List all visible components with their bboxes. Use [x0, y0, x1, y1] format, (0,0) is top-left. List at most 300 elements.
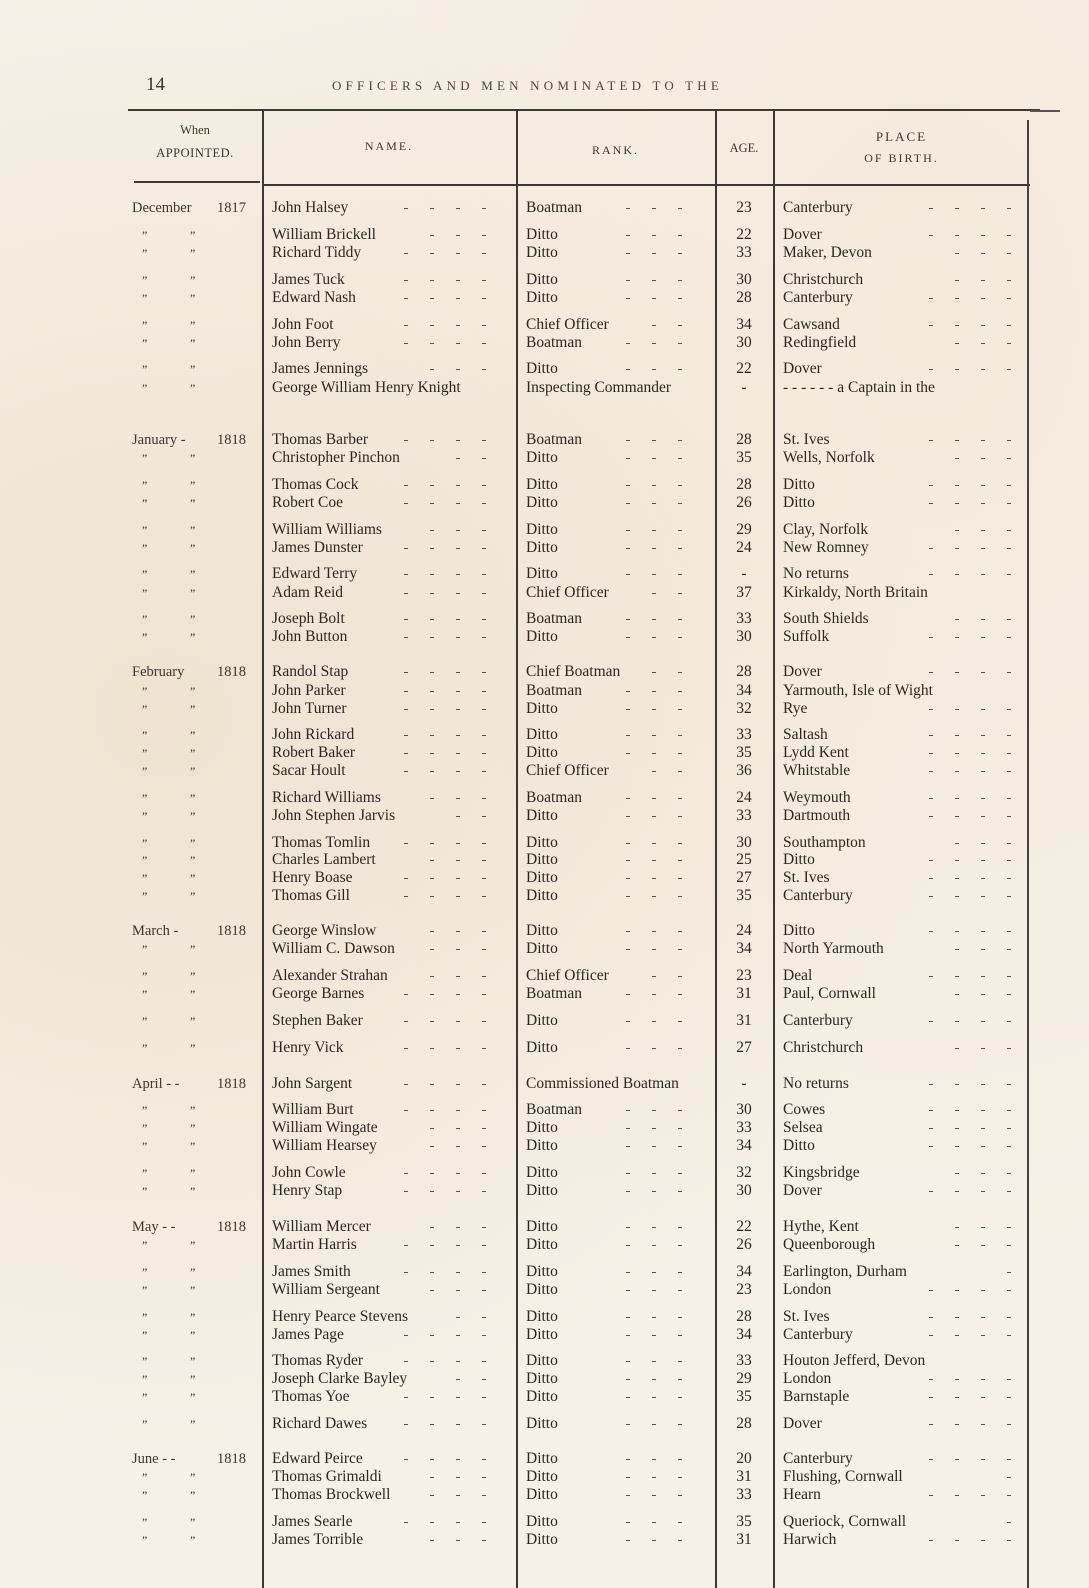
place-of-birth-cell — [783, 1012, 1033, 1030]
rank: Boatman — [526, 1101, 582, 1118]
ditto-mark: ” — [190, 451, 196, 465]
age-cell: 35 — [736, 887, 752, 904]
ditto-mark: ” — [190, 1184, 196, 1198]
leader-dots — [430, 967, 508, 985]
place-of-birth: Canterbury — [783, 1012, 853, 1029]
column-header-age: AGE. — [729, 141, 759, 155]
leader-dots — [430, 789, 508, 807]
person-name: John Stephen Jarvis — [272, 807, 396, 824]
rank-cell — [526, 922, 704, 940]
leader-dots — [929, 539, 1033, 557]
place-of-birth-cell — [783, 1182, 1033, 1200]
age-cell: 29 — [736, 1370, 752, 1387]
leader-dots — [404, 494, 508, 512]
place-of-birth: No returns — [783, 565, 849, 582]
leader-dots — [1007, 1513, 1033, 1531]
leader-dots — [430, 1281, 508, 1299]
leader-dots — [404, 476, 508, 494]
age-cell: 36 — [736, 762, 752, 779]
place-of-birth: Dover — [783, 226, 822, 243]
person-name: William Sergeant — [272, 1281, 380, 1298]
column-header-rank: RANK. — [591, 143, 639, 157]
table-row — [128, 476, 1040, 494]
age-cell: 20 — [736, 1450, 752, 1467]
leader-dots — [626, 1468, 704, 1486]
leader-dots — [626, 628, 704, 646]
rank-cell — [526, 1164, 704, 1182]
leader-dots — [404, 584, 508, 602]
rank-cell — [526, 334, 704, 352]
leader-dots — [626, 682, 704, 700]
ditto-mark: ” — [142, 1372, 148, 1386]
person-name: John Halsey — [272, 199, 349, 216]
leader-dots — [626, 334, 704, 352]
age-cell: 32 — [736, 1164, 752, 1181]
leader-dots — [626, 1101, 704, 1119]
leader-dots — [626, 744, 704, 762]
place-of-birth-cell — [783, 1450, 1033, 1468]
person-name: William Hearsey — [272, 1137, 377, 1154]
leader-dots — [929, 476, 1033, 494]
name-cell — [272, 1039, 508, 1057]
rank: Ditto — [526, 940, 558, 957]
rank-cell — [526, 762, 704, 780]
person-name: Thomas Barber — [272, 431, 368, 448]
leader-dots — [626, 1513, 704, 1531]
table-row — [128, 834, 1040, 852]
appointed-month: April - - — [132, 1076, 180, 1092]
leader-dots — [652, 584, 704, 602]
rank: Boatman — [526, 682, 582, 699]
person-name: James Torrible — [272, 1531, 364, 1548]
leader-dots — [626, 1012, 704, 1030]
person-name: William Williams — [272, 521, 382, 538]
place-of-birth: London — [783, 1281, 832, 1298]
age-cell: 24 — [736, 539, 752, 556]
rank-cell — [526, 1218, 704, 1236]
person-name: John Cowle — [272, 1164, 346, 1181]
rank-cell — [526, 1468, 704, 1486]
rank-cell — [526, 940, 704, 958]
ditto-mark: ” — [190, 1121, 196, 1135]
leader-dots — [626, 226, 704, 244]
age-cell: 30 — [736, 628, 752, 645]
leader-dots — [929, 1388, 1033, 1406]
leader-dots — [626, 887, 704, 905]
age-cell: 34 — [736, 316, 752, 333]
leader-dots — [404, 1101, 508, 1119]
appointed-year: 1817 — [217, 200, 246, 216]
table-row — [128, 663, 1040, 681]
place-of-birth-cell — [783, 521, 1033, 539]
leader-dots — [626, 271, 704, 289]
place-of-birth: Kirkaldy, North Britain — [783, 584, 928, 601]
leader-dots — [652, 762, 704, 780]
rank-cell — [526, 1101, 704, 1119]
rank: Ditto — [526, 539, 558, 556]
person-name: John Foot — [272, 316, 334, 333]
age-cell: 25 — [736, 851, 752, 868]
rank-cell — [526, 628, 704, 646]
rank: Commissioned Boatman — [526, 1075, 679, 1092]
leader-dots — [626, 1415, 704, 1433]
rank-cell — [526, 521, 704, 539]
rank-cell — [526, 360, 704, 378]
leader-dots — [626, 1388, 704, 1406]
name-cell — [272, 985, 508, 1003]
place-of-birth: Queenborough — [783, 1236, 876, 1253]
place-of-birth-cell — [783, 1486, 1033, 1504]
table-row — [128, 494, 1040, 512]
ditto-mark: ” — [190, 336, 196, 350]
leader-dots — [404, 834, 508, 852]
person-name: Robert Baker — [272, 744, 356, 761]
table-row — [128, 610, 1040, 628]
ditto-mark: ” — [142, 1139, 148, 1153]
leader-dots — [626, 807, 704, 825]
place-of-birth: Houton Jefferd, Devon — [783, 1352, 926, 1369]
rank-cell — [526, 1039, 704, 1057]
person-name: Joseph Clarke Bayley — [272, 1370, 408, 1387]
age-cell: 27 — [736, 869, 752, 886]
age-cell: - — [741, 1075, 747, 1092]
column-header-of-birth-label: OF BIRTH. — [864, 151, 939, 165]
name-cell — [272, 1308, 508, 1326]
place-of-birth-cell — [783, 1531, 1033, 1549]
leader-dots — [929, 851, 1033, 869]
leader-dots — [929, 226, 1033, 244]
leader-dots — [404, 628, 508, 646]
ditto-mark: ” — [190, 1041, 196, 1055]
person-name: George William Henry Knight — [272, 379, 461, 396]
leader-dots — [404, 1352, 508, 1370]
ditto-mark: ” — [142, 1515, 148, 1529]
table-row — [128, 1236, 1040, 1254]
age-cell: 31 — [736, 1531, 752, 1548]
rank: Chief Officer — [526, 584, 609, 601]
person-name: James Jennings — [272, 360, 369, 377]
person-name: Henry Boase — [272, 869, 353, 886]
ditto-mark: ” — [190, 836, 196, 850]
table-row — [128, 1308, 1040, 1326]
leader-dots — [626, 1352, 704, 1370]
place-of-birth: South Shields — [783, 610, 869, 627]
ditto-mark: ” — [190, 1533, 196, 1547]
leader-dots — [929, 663, 1033, 681]
person-name: Thomas Ryder — [272, 1352, 364, 1369]
leader-dots — [404, 539, 508, 557]
name-cell — [272, 887, 508, 905]
ditto-mark: ” — [142, 336, 148, 350]
table-row — [128, 1531, 1040, 1549]
place-of-birth-cell — [783, 1137, 1033, 1155]
leader-dots — [626, 1182, 704, 1200]
ditto-mark: ” — [142, 1470, 148, 1484]
table-row — [128, 199, 1040, 217]
place-of-birth: Southampton — [783, 834, 866, 851]
leader-dots — [626, 1531, 704, 1549]
leader-dots — [652, 316, 704, 334]
leader-dots — [929, 869, 1033, 887]
name-cell — [272, 1119, 508, 1137]
place-of-birth-cell — [783, 940, 1033, 958]
name-cell — [272, 431, 508, 449]
table-row — [128, 1352, 1040, 1370]
place-of-birth: Dover — [783, 1182, 822, 1199]
table-row — [128, 565, 1040, 583]
place-of-birth: Flushing, Cornwall — [783, 1468, 903, 1485]
age-cell: 33 — [736, 1352, 752, 1369]
header-bottom-rule-when — [134, 181, 260, 183]
leader-dots — [430, 360, 508, 378]
leader-dots — [929, 1370, 1033, 1388]
leader-dots — [955, 1039, 1033, 1057]
place-of-birth: Lydd Kent — [783, 744, 849, 761]
person-name: Edward Peirce — [272, 1450, 363, 1467]
place-of-birth-cell — [783, 1468, 1033, 1486]
leader-dots — [1007, 1468, 1033, 1486]
rank: Ditto — [526, 226, 558, 243]
ditto-mark: ” — [190, 586, 196, 600]
leader-dots — [404, 334, 508, 352]
table-row — [128, 1075, 1040, 1093]
rank: Ditto — [526, 1308, 558, 1325]
rank: Chief Boatman — [526, 663, 621, 680]
person-name: Stephen Baker — [272, 1012, 363, 1029]
person-name: James Smith — [272, 1263, 351, 1280]
place-of-birth-cell — [783, 789, 1033, 807]
leader-dots — [404, 744, 508, 762]
place-of-birth-cell — [783, 1352, 1033, 1370]
leader-dots — [626, 1236, 704, 1254]
appointed-year: 1818 — [217, 923, 246, 939]
leader-dots — [929, 360, 1033, 378]
table-row — [128, 1415, 1040, 1433]
rank-cell — [526, 1531, 704, 1549]
leader-dots — [430, 940, 508, 958]
rank: Ditto — [526, 922, 558, 939]
place-of-birth: Barnstaple — [783, 1388, 850, 1405]
leader-dots — [430, 851, 508, 869]
leader-dots — [404, 1450, 508, 1468]
rank: Ditto — [526, 1218, 558, 1235]
name-cell — [272, 360, 508, 378]
age-cell: - — [741, 379, 747, 396]
running-title: OFFICERS AND MEN NOMINATED TO THE — [332, 78, 724, 93]
leader-dots — [929, 1182, 1033, 1200]
person-name: John Berry — [272, 334, 341, 351]
place-of-birth: Ditto — [783, 476, 815, 493]
ditto-mark: ” — [142, 1265, 148, 1279]
rank: Ditto — [526, 1119, 558, 1136]
rank: Ditto — [526, 1263, 558, 1280]
table-row — [128, 1450, 1040, 1468]
table-row — [128, 887, 1040, 905]
name-cell — [272, 967, 508, 985]
name-cell — [272, 700, 508, 718]
leader-dots — [929, 726, 1033, 744]
leader-dots — [430, 1218, 508, 1236]
ditto-mark: ” — [142, 889, 148, 903]
leader-dots — [626, 476, 704, 494]
ditto-mark: ” — [142, 1238, 148, 1252]
rank: Ditto — [526, 1513, 558, 1530]
ditto-mark: ” — [190, 246, 196, 260]
leader-dots — [626, 922, 704, 940]
leader-dots — [626, 789, 704, 807]
leader-dots — [626, 700, 704, 718]
place-of-birth-cell — [783, 584, 1033, 602]
table-row — [128, 271, 1040, 289]
ditto-mark: ” — [142, 969, 148, 983]
name-cell — [272, 1075, 508, 1093]
rank-cell — [526, 1263, 704, 1281]
place-of-birth: Whitstable — [783, 762, 851, 779]
table-row — [128, 289, 1040, 307]
leader-dots — [929, 1326, 1033, 1344]
ditto-mark: ” — [142, 942, 148, 956]
name-cell — [272, 449, 508, 467]
rank: Ditto — [526, 869, 558, 886]
name-cell — [272, 271, 508, 289]
rank-cell — [526, 494, 704, 512]
table-row — [128, 1281, 1040, 1299]
leader-dots — [404, 1263, 508, 1281]
ditto-mark: ” — [142, 496, 148, 510]
rank: Ditto — [526, 1039, 558, 1056]
table-row — [128, 1137, 1040, 1155]
rank: Ditto — [526, 521, 558, 538]
table-row — [128, 628, 1040, 646]
place-of-birth: Deal — [783, 967, 813, 984]
leader-dots — [929, 431, 1033, 449]
leader-dots — [929, 1531, 1033, 1549]
age-cell: 23 — [736, 199, 752, 216]
person-name: George Barnes — [272, 985, 365, 1002]
rank-cell — [526, 271, 704, 289]
place-of-birth: Selsea — [783, 1119, 823, 1136]
rank-cell — [526, 379, 704, 397]
place-of-birth: New Romney — [783, 539, 869, 556]
leader-dots — [430, 521, 508, 539]
ditto-mark: ” — [190, 1139, 196, 1153]
ditto-mark: ” — [142, 381, 148, 395]
place-of-birth: Rye — [783, 700, 808, 717]
table-row — [128, 869, 1040, 887]
appointed-year: 1818 — [217, 664, 246, 680]
place-of-birth-cell — [783, 834, 1033, 852]
person-name: Edward Terry — [272, 565, 358, 582]
name-cell — [272, 316, 508, 334]
header-bottom-rule — [264, 184, 1030, 186]
age-cell: 28 — [736, 1415, 752, 1432]
table-row — [128, 1039, 1040, 1057]
leader-dots — [404, 244, 508, 262]
name-cell — [272, 1137, 508, 1155]
appointed-year: 1818 — [217, 1076, 246, 1092]
name-cell — [272, 682, 508, 700]
ditto-mark: ” — [190, 1470, 196, 1484]
name-cell — [272, 1450, 508, 1468]
ditto-mark: ” — [190, 746, 196, 760]
name-cell — [272, 565, 508, 583]
appointed-year: 1818 — [217, 432, 246, 448]
place-of-birth: Paul, Cornwall — [783, 985, 876, 1002]
age-cell: 29 — [736, 521, 752, 538]
rank-cell — [526, 834, 704, 852]
rank: Ditto — [526, 1182, 558, 1199]
leader-dots — [404, 1415, 508, 1433]
rank: Ditto — [526, 1326, 558, 1343]
name-cell — [272, 199, 508, 217]
ditto-mark: ” — [142, 451, 148, 465]
place-of-birth-cell — [783, 1370, 1033, 1388]
ditto-mark: ” — [190, 1390, 196, 1404]
column-header-when-appointed — [128, 123, 262, 161]
ditto-mark: ” — [190, 541, 196, 555]
rank-cell — [526, 682, 704, 700]
name-cell — [272, 1370, 508, 1388]
ditto-mark: ” — [190, 764, 196, 778]
name-cell — [272, 1531, 508, 1549]
table-row — [128, 521, 1040, 539]
name-cell — [272, 521, 508, 539]
leader-dots — [626, 1450, 704, 1468]
name-cell — [272, 1164, 508, 1182]
person-name: James Searle — [272, 1513, 353, 1530]
place-of-birth-cell — [783, 762, 1033, 780]
place-of-birth: Earlington, Durham — [783, 1263, 907, 1280]
place-of-birth-cell — [783, 449, 1033, 467]
running-head — [146, 74, 1036, 98]
name-cell — [272, 476, 508, 494]
age-cell: 28 — [736, 1308, 752, 1325]
header-rule — [128, 109, 1040, 111]
place-of-birth-cell — [783, 1263, 1033, 1281]
person-name: George Winslow — [272, 922, 377, 939]
leader-dots — [626, 565, 704, 583]
person-name: Thomas Brockwell — [272, 1486, 391, 1503]
leader-dots — [652, 663, 704, 681]
leader-dots — [626, 1039, 704, 1057]
age-cell: 35 — [736, 1388, 752, 1405]
place-of-birth-cell — [783, 1218, 1033, 1236]
rank-cell — [526, 700, 704, 718]
age-cell: 23 — [736, 1281, 752, 1298]
name-cell — [272, 1468, 508, 1486]
leader-dots — [430, 226, 508, 244]
name-cell — [272, 1486, 508, 1504]
table-row — [128, 1486, 1040, 1504]
name-cell — [272, 1513, 508, 1531]
ditto-mark: ” — [142, 362, 148, 376]
age-cell: 30 — [736, 1101, 752, 1118]
table-row — [128, 789, 1040, 807]
ditto-mark: ” — [142, 728, 148, 742]
place-of-birth-cell — [783, 887, 1033, 905]
rank: Ditto — [526, 1012, 558, 1029]
leader-dots — [626, 610, 704, 628]
leader-dots — [955, 334, 1033, 352]
age-cell: 34 — [736, 940, 752, 957]
ditto-mark: ” — [190, 1283, 196, 1297]
age-cell: 30 — [736, 271, 752, 288]
person-name: Thomas Gill — [272, 887, 350, 904]
rank-cell — [526, 1012, 704, 1030]
person-name: James Page — [272, 1326, 344, 1343]
ditto-mark: ” — [190, 362, 196, 376]
age-cell: 35 — [736, 449, 752, 466]
